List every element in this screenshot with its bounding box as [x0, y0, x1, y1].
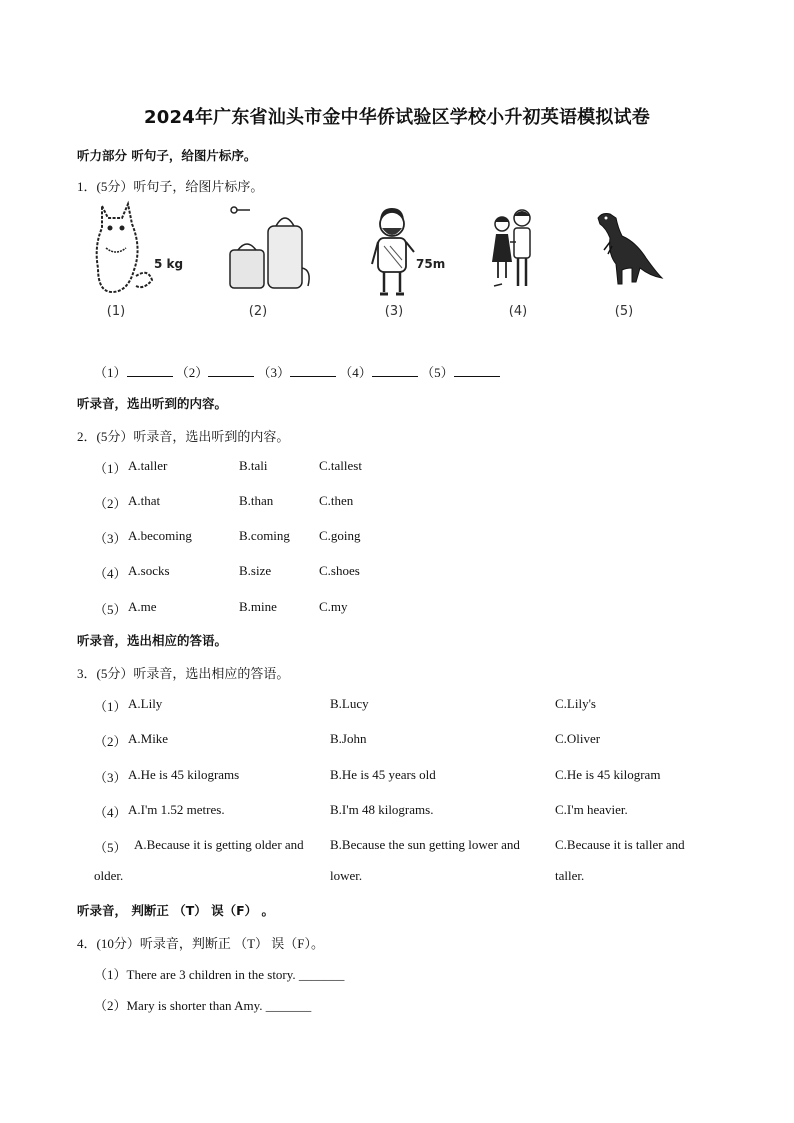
- option-c-continued: taller.: [555, 868, 585, 883]
- section-heading-4: 听录音， 判断正 （T） 误（F） 。: [77, 903, 274, 918]
- option-c: C.then: [319, 493, 354, 508]
- option-number: （5）: [94, 840, 127, 855]
- option-c: C.Lily's: [555, 696, 596, 711]
- answer-label: （3）: [257, 365, 291, 380]
- section-heading-3: 听录音，选出相应的答语。: [77, 633, 228, 648]
- picture-number: (4): [508, 304, 528, 319]
- bags-icon: [228, 198, 328, 298]
- picture-number: (5): [614, 304, 634, 319]
- option-b: B.size: [239, 563, 272, 578]
- picture-5: [592, 198, 692, 326]
- section-heading-2: 听录音，选出听到的内容。: [77, 396, 228, 411]
- picture-2: [228, 198, 328, 326]
- option-b: B.than: [239, 493, 274, 508]
- picture-number: (2): [248, 304, 268, 319]
- option-number: （2）: [94, 496, 127, 511]
- option-number: （4）: [94, 805, 127, 820]
- svg-text:5 kg: 5 kg: [154, 257, 184, 271]
- answer-blank-5[interactable]: [454, 364, 500, 377]
- option-c: C.tallest: [319, 458, 362, 473]
- option-number: （2）: [94, 734, 127, 749]
- couple-icon: [488, 198, 588, 298]
- option-b: B.Because the sun getting lower and: [330, 837, 520, 852]
- option-c: C.He is 45 kilogram: [555, 767, 661, 782]
- dinosaur-icon: [592, 198, 692, 298]
- option-a: A.becoming: [128, 528, 192, 543]
- option-b: B.John: [330, 731, 367, 746]
- question-1-stem: 1．(5分）听句子，给图片标序。: [77, 179, 264, 194]
- option-c: C.Oliver: [555, 731, 601, 746]
- option-b: B.mine: [239, 599, 277, 614]
- answer-label: （5）: [421, 365, 454, 380]
- section-heading-listening: 听力部分 听句子，给图片标序。: [77, 148, 257, 163]
- option-c: C.Because it is taller and: [555, 837, 685, 852]
- picture-number: (1): [106, 304, 126, 319]
- option-a: A.that: [128, 493, 161, 508]
- option-a: A.Because it is getting older and: [134, 837, 304, 852]
- statement-2: （2）Mary is shorter than Amy. _______: [94, 998, 312, 1013]
- page-title: 2024年广东省汕头市金中华侨试验区学校小升初英语模拟试卷: [144, 107, 650, 128]
- question-1-pictures: [92, 198, 682, 326]
- option-number: （3）: [94, 770, 127, 785]
- answer-label: （1）: [94, 365, 127, 380]
- option-number: （5）: [94, 602, 127, 617]
- option-number: （1）: [94, 699, 127, 714]
- option-b-continued: lower.: [330, 868, 363, 883]
- option-b: B.tali: [239, 458, 268, 473]
- question-4-stem: 4．(10分）听录音，判断正 （T） 误（F）。: [77, 936, 325, 951]
- option-a: A.Mike: [128, 731, 169, 746]
- option-b: B.coming: [239, 528, 290, 543]
- cat-icon: [92, 198, 192, 298]
- question-3-stem: 3．(5分）听录音，选出相应的答语。: [77, 666, 290, 681]
- answer-label: （2）: [175, 365, 209, 380]
- answer-blank-3[interactable]: [290, 364, 336, 377]
- option-a: A.He is 45 kilograms: [128, 767, 240, 782]
- picture-3: [364, 198, 464, 326]
- option-a: A.taller: [128, 458, 168, 473]
- option-number: （1）: [94, 461, 127, 476]
- option-c: C.I'm heavier.: [555, 802, 628, 817]
- option-a-continued: older.: [94, 868, 124, 883]
- answer-blank-4[interactable]: [372, 364, 418, 377]
- option-number: （4）: [94, 566, 127, 581]
- option-b: B.I'm 48 kilograms.: [330, 802, 434, 817]
- answer-label: （4）: [339, 365, 372, 380]
- option-b: B.Lucy: [330, 696, 369, 711]
- option-b: B.He is 45 years old: [330, 767, 436, 782]
- option-a: A.I'm 1.52 metres.: [128, 802, 225, 817]
- statement-1: （1）There are 3 children in the story. _______: [94, 967, 345, 982]
- svg-text:75m: 75m: [416, 257, 446, 271]
- answer-blank-2[interactable]: [208, 364, 254, 377]
- option-a: A.Lily: [128, 696, 163, 711]
- option-c: C.shoes: [319, 563, 360, 578]
- picture-1: [92, 198, 192, 326]
- question-1-answer-row: [94, 362, 500, 381]
- picture-4: [488, 198, 588, 326]
- man-icon: [364, 198, 464, 298]
- picture-number: (3): [384, 304, 404, 319]
- answer-blank-1[interactable]: [127, 364, 173, 377]
- option-a: A.socks: [128, 563, 170, 578]
- option-c: C.going: [319, 528, 361, 543]
- option-number: （3）: [94, 531, 127, 546]
- option-a: A.me: [128, 599, 157, 614]
- question-2-stem: 2．(5分）听录音，选出听到的内容。: [77, 429, 290, 444]
- option-c: C.my: [319, 599, 348, 614]
